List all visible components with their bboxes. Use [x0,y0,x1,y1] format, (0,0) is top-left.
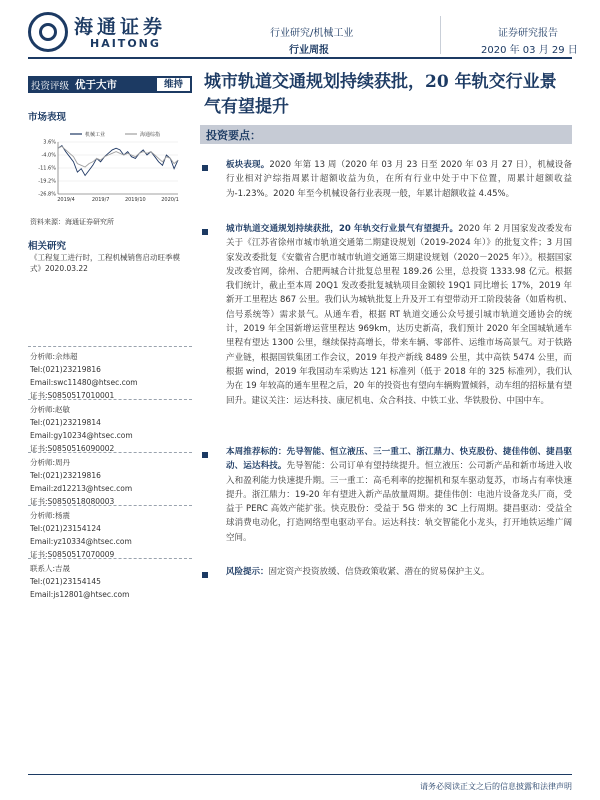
header-divider [440,16,441,54]
footer-disclaimer: 请务必阅读正文之后的信息披露和法律声明 [420,782,572,791]
analyst-card [30,509,132,561]
analyst-divider [28,505,192,506]
analyst-email[interactable]: Email:zd12213@htsec.com [30,484,133,493]
y-tick-label: -4.0% [41,152,56,159]
paragraph-rail-transit [226,222,572,408]
analyst-card [30,350,138,402]
paragraph-lead: 板块表现。 [226,160,270,170]
analyst-tel: Tel:(021)23219816 [30,471,101,480]
x-tick-label: 2019/4 [57,197,75,203]
rating-value: 优于大市 [75,79,118,91]
paragraph-recommendations [226,445,572,545]
analyst-divider [28,346,192,347]
rating-label: 投资评级 [31,80,70,92]
analyst-divider [28,558,192,559]
analyst-email[interactable]: Email:gy10234@htsec.com [30,431,133,440]
analyst-tel: Tel:(021)23154124 [30,524,101,533]
analyst-divider [28,399,192,400]
company-name-en: HAITONG [90,37,161,50]
analyst-tel: Tel:(021)23154145 [30,577,101,586]
analyst-cert: 证书:S0850517070009 [30,550,115,559]
related-list [30,252,190,274]
market-section-title: 市场表现 [28,112,67,123]
report-title: 城市轨道交通规划持续获批，20 年轨交行业景气有望提升 [204,72,557,117]
analyst-tel: Tel:(021)23219814 [30,418,101,427]
related-item[interactable]: 《工程复工进行时，工程机械销售启动旺季模式》2020.03.22 [30,253,180,273]
report-kind: 证券研究报告 [498,28,558,39]
analyst-cert: 证书:S0850516090002 [30,444,115,453]
y-tick-label: -26.8% [38,191,56,198]
company-logo-icon [28,12,68,52]
bullet-icon [202,572,208,578]
x-tick-label: 2020/1 [161,197,179,203]
key-points-bar [200,125,572,144]
paragraph-text: 先导智能：公司订单有望持续提升。恒立液压：公司新产品和新市场进入收入和盈利能力快速提升期。三一重工：高毛利率的挖掘机和泵车驱动复苏，市场占有率快速提升。浙江鼎力：19-20 年有望进入新产品放量周期。捷佳伟创：电池片设备龙头厂商，受益于 PERC 高效产能扩张。快克股份：受益于 5G 带来的 3C 上行周期。捷昌驱动：受益全球消费电动化，打造网络型电驱动平台。运达科技：轨交智能化小龙头，打开地铁运维广阔空间。 [226,461,572,543]
analyst-cert: 证书:S0850517010001 [30,391,115,400]
analyst-name: 分析师:周丹 [30,458,71,467]
report-date: 2020 年 03 月 29 日 [481,45,578,56]
market-chart [28,128,192,210]
paragraph-lead: 城市轨道交通规划持续获批，20 年轨交行业景气有望提升。 [226,224,459,234]
x-tick-label: 2019/10 [124,197,146,203]
analyst-card [30,456,132,508]
footer-rule [28,774,572,775]
analyst-tel: Tel:(021)23219816 [30,365,101,374]
paragraph-text: 2020 年 2 月国家发改委发布关于《江苏省徐州市城市轨道交通第二期建设规划（2019-2024 年）》的批复文件；3 月国家发改委批复《安徽省合肥市城市轨道交通第三期建设规划（2020－2025 年）》。根据国家发改委官网，徐州、合肥两城合计批复总里程 189.26 公里，总投资 1333.98 亿元。根据我们统计，截止至本周 20Q1 发改委批复城轨项目金额较 19Q1 同比增长 17%，2019 年新开工里程达 867 公里。我们认为城轨批复上升及开工有望带动开工阶段装备（如盾构机、信号系统等）需求景气。从通车看，根据 RT 轨道交通公众号援引城市轨道交通协会的统计，2019 年全国新增运营里程达 969km，达历史新高，我们预计 2020 年全国城轨通车里程有望达 1300 公里，继续保持高增长，带来车辆、零部件、运维市场高景气。对于铁路产业链，根据国铁集团工作会议，2019 年投产新线 8489 公里，其中高铁 5474 公里，而根据 wind，2019 年我国动车采购达 121 标准列（低于 2018 年的 325 标准列），我们认为在 19 年较高的通车里程之后，20 年的投资也有望向车辆购置倾斜，动车组的招标量有望回升。建议关注：运达科技、康尼机电、众合科技、中铁工业、华铁股份、中国中车。 [226,224,572,406]
paragraph-lead: 风险提示： [226,567,269,577]
rating-keep: 维持 [157,78,190,91]
paragraph-text: 2020 年第 13 周（2020 年 03 月 23 日至 2020 年 03 月 27 日），机械设备行业相对沪综指周累计超额收益为负，在所有行业中处于中下位置，周累计超额收益为-1.23%。2020 年至今机械设备行业表现一般，年累计超额收益 4.45%。 [226,160,572,199]
company-name-cn: 海通证券 [74,16,167,38]
header-rule [28,57,572,59]
legend-label: 海通综指 [140,132,161,138]
paragraph-risk [226,565,572,579]
y-tick-label: 3.6% [43,139,56,146]
analyst-card [30,562,129,601]
y-tick-label: -19.2% [38,178,56,185]
paragraph-performance [226,158,572,201]
analyst-name: 分析师:赵敏 [30,405,71,414]
paragraph-lead: 本周推荐标的：先导智能、恒立液压、三一重工、浙江鼎力、快克股份、捷佳伟创、捷昌驱动、运达科技。 [226,447,572,472]
paragraph-text: 固定资产投资放缓、信贷政策收紧、潜在的贸易保护主义。 [268,567,490,577]
report-category: 行业研究/机械工业 [270,28,354,39]
analyst-email[interactable]: Email:yz10334@htsec.com [30,537,132,546]
analyst-card [30,403,133,455]
x-tick-label: 2019/7 [91,197,110,203]
analyst-name: 联系人:吉晟 [30,564,71,573]
analyst-divider [28,452,192,453]
key-points-title: 投资要点： [206,129,261,142]
bullet-icon [202,229,208,235]
related-section-title: 相关研究 [28,241,67,252]
analyst-cert: 证书:S0850518080003 [30,497,115,506]
report-type: 行业周报 [289,45,329,56]
legend-label: 机械工业 [85,132,106,138]
rating-bar [28,76,192,93]
analyst-email[interactable]: Email:js12801@htsec.com [30,590,130,599]
analyst-email[interactable]: Email:swc11480@htsec.com [30,378,138,387]
y-tick-label: -11.6% [38,165,56,172]
bullet-icon [202,165,208,171]
chart-source: 资料来源：海通证券研究所 [30,218,114,226]
analyst-name: 分析师:佘炜超 [30,352,78,361]
analyst-name: 分析师:杨震 [30,511,71,520]
bullet-icon [202,452,208,458]
